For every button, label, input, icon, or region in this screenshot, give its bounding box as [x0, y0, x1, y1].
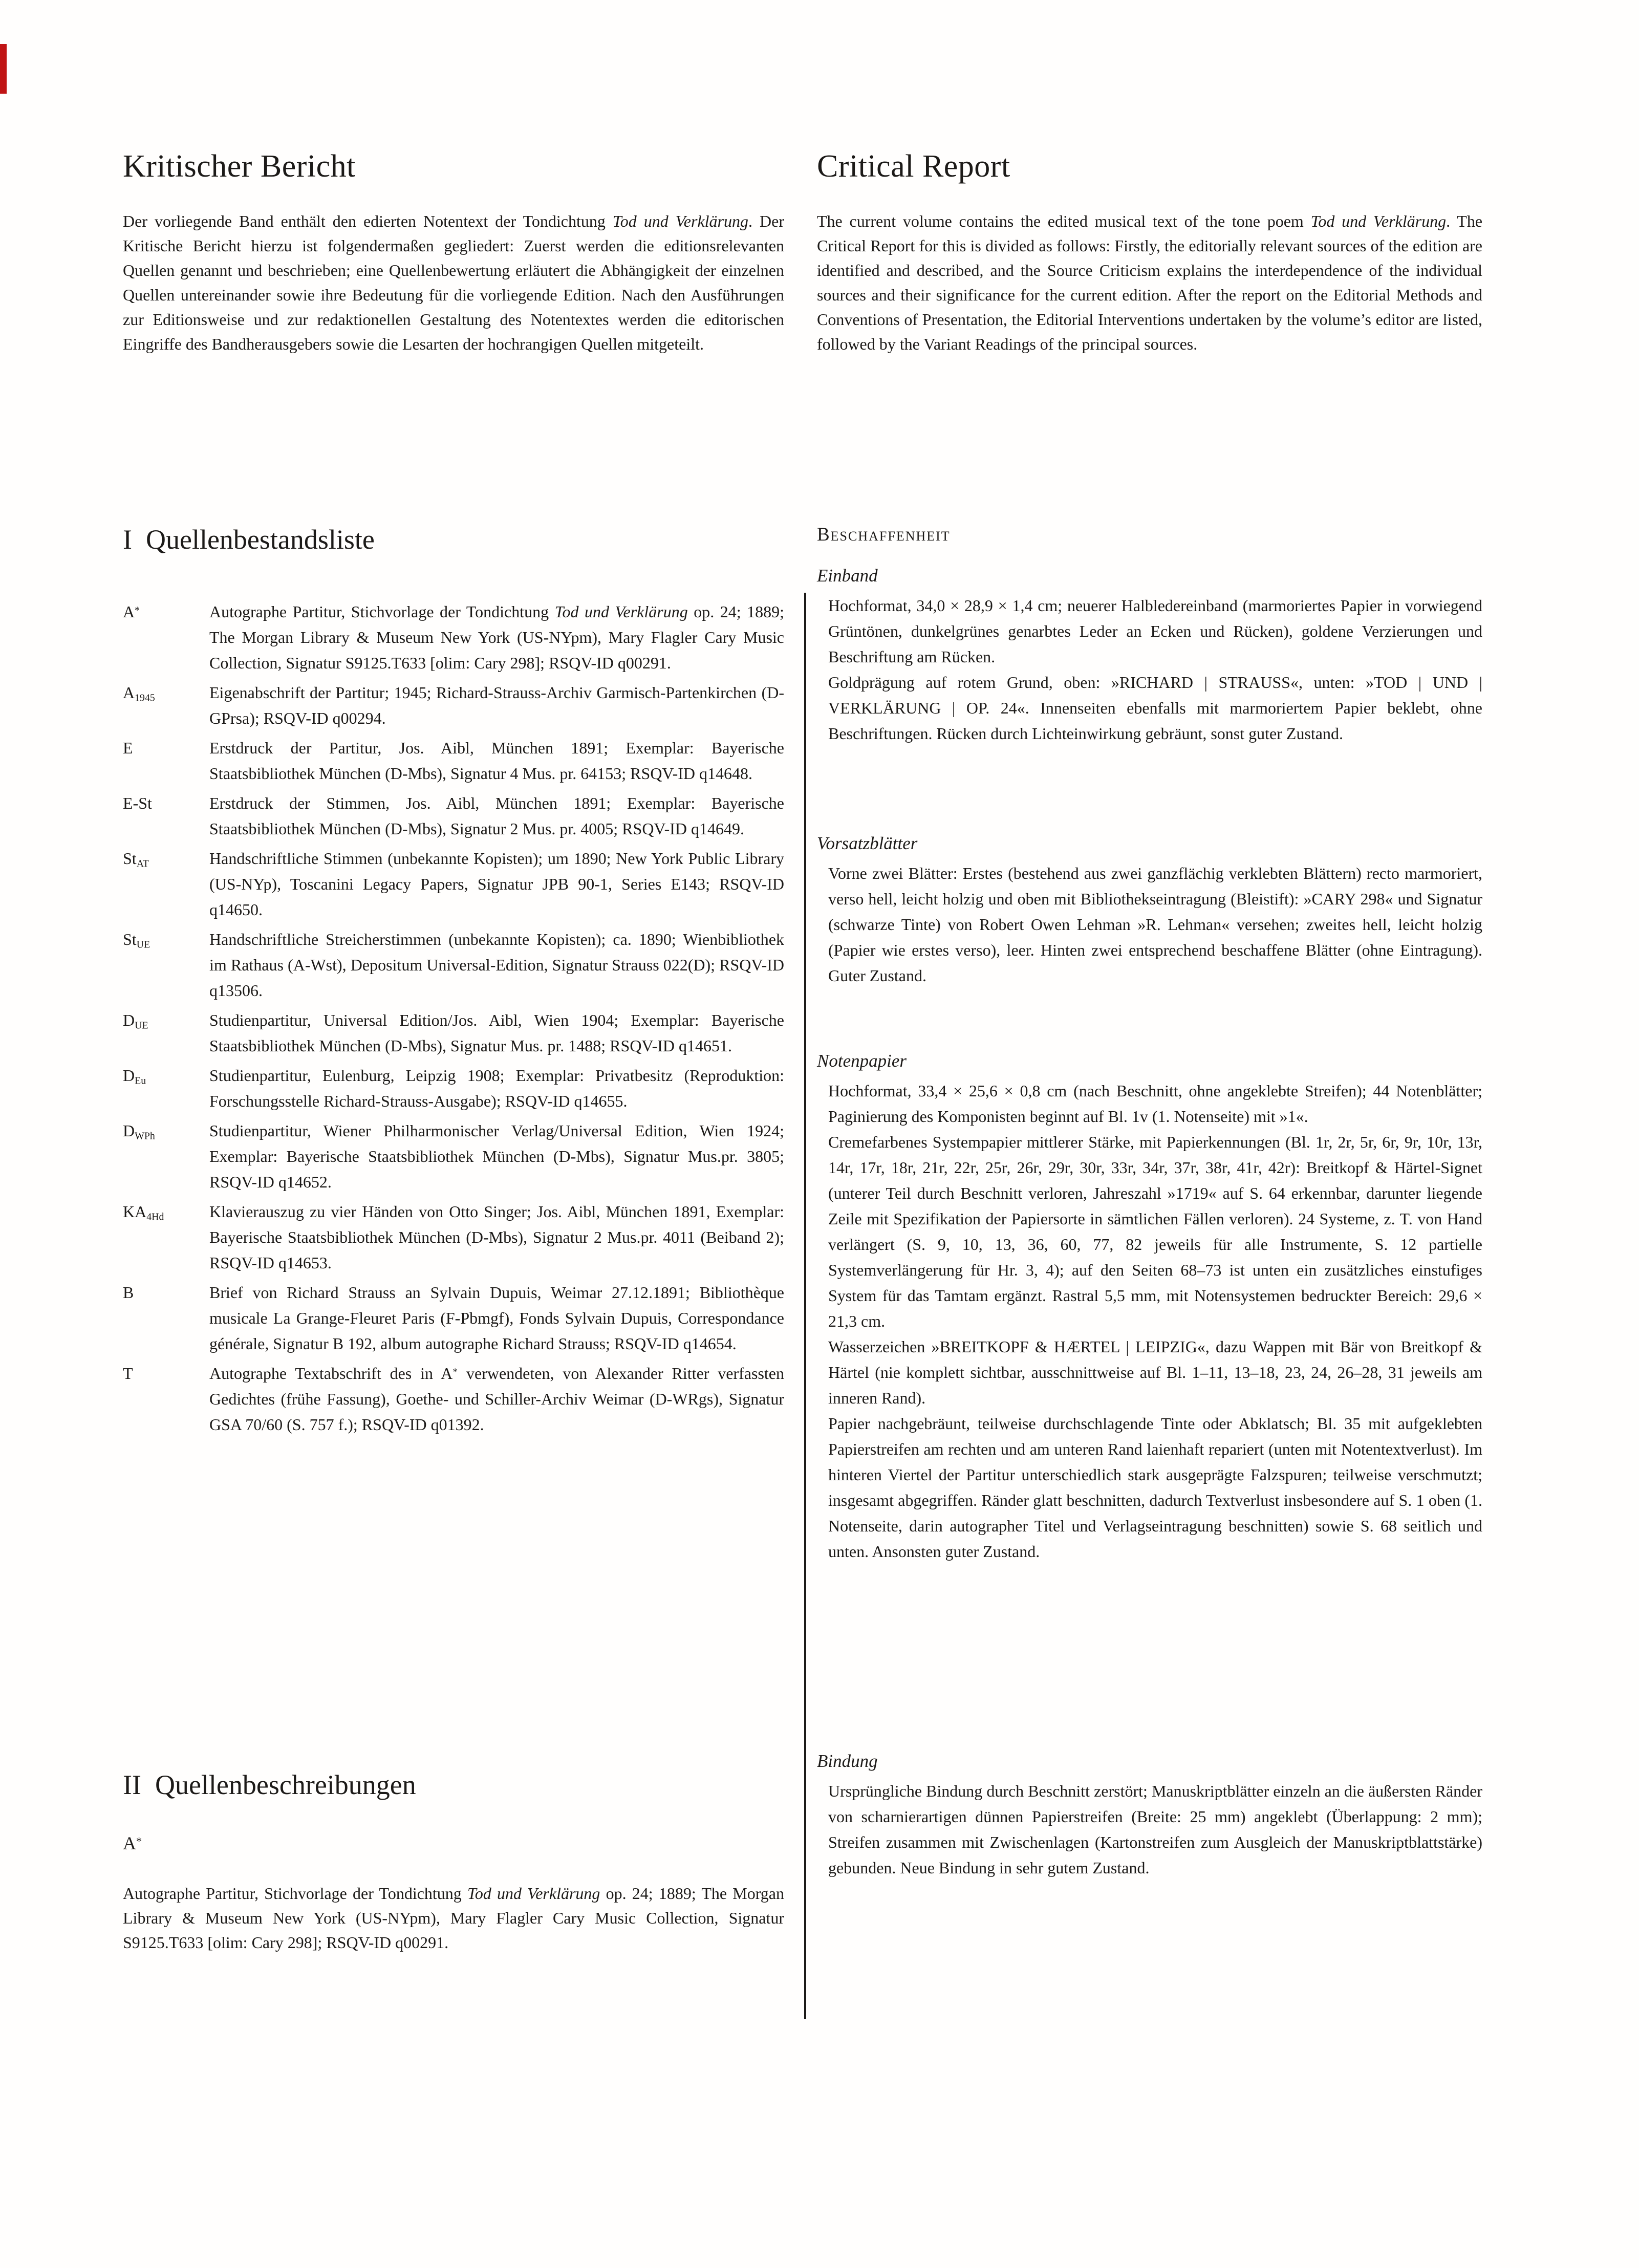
column-left	[123, 148, 784, 2175]
source-siglum: $D_{WPh}$	[123, 1121, 155, 1142]
source-list-item	[123, 1118, 784, 1195]
source-description: Studienpartitur, Wiener Philharmonischer Verlag/Universal Edition, Wien 1924; Exemplar: Bayerische Staatsbibliothek München (D-Mbs), Signatur Mus.pr. 3805; RSQV-ID q14652.	[209, 1121, 784, 1191]
section-heading-source-descriptions: II Quellenbeschreibungen	[123, 1769, 416, 1800]
source-list-item	[123, 1007, 784, 1059]
source-a-star-heading: A*	[123, 1833, 142, 1853]
source-description: Erstdruck der Stimmen, Jos. Aibl, München 1891; Exemplar: Bayerische Staatsbibliothek München (D-Mbs), Signatur 2 Mus. pr. 4005; RSQV-ID q14649.	[209, 794, 784, 838]
source-siglum: E	[123, 739, 133, 757]
intro-paragraph-english: The current volume contains the edited musical text of the tone poem Tod und Verklärung. The Critical Report for this is divided as follows: Firstly, the editorially relevant sources of the edition are identified and described, and the Source Criticism explains the interdependence of the individual sources and their significance for the current edition. After the report on the Editorial Methods and Conventions of Presentation, the Editorial Interventions undertaken by the volume’s editor are listed, followed by the Variant Readings of the principal sources.	[817, 212, 1483, 353]
column-right	[817, 148, 1482, 2175]
bindung-heading: Bindung	[817, 1751, 878, 1771]
notenpapier-paragraph-1: Hochformat, 33,4 × 25,6 × 0,8 cm (nach Beschnitt, ohne angeklebte Streifen); 44 Notenblätter; Paginierung des Komponisten beginnt auf Bl. 1v (1. Notenseite) mit »1«.	[828, 1082, 1482, 1126]
source-list-item	[123, 846, 784, 922]
source-list-item	[123, 926, 784, 1003]
subsection-einband	[817, 564, 1482, 746]
source-list-item	[123, 1063, 784, 1114]
notenpapier-paragraph-3: Wasserzeichen »BREITKOPF & HÆRTEL | LEIPZIG«, dazu Wappen mit Bär von Breitkopf & Härtel (nie komplett sichtbar, ausschnittweise auf Bl. 1–11, 13–18, 23, 24, 26–28, 31 jeweils am inneren Rand).	[828, 1337, 1482, 1407]
source-description: Handschriftliche Streicherstimmen (unbekannte Kopisten); ca. 1890; Wienbibliothek im Rathaus (A-Wst), Depositum Universal-Edition, Signatur Strauss 022(D); RSQV-ID q13506.	[209, 930, 784, 1000]
source-siglum: $St_{UE}$	[123, 930, 150, 951]
source-list-item	[123, 790, 784, 841]
section-heading-source-list: I Quellenbestandsliste	[123, 524, 375, 555]
source-a-star-description: Autographe Partitur, Stichvorlage der Tondichtung Tod und Verklärung op. 24; 1889; The Morgan Library & Museum New York (US-NYpm), Mary Flagler Cary Music Collection, Signatur S9125.T633 [olim: Cary 298]; RSQV-ID q00291.	[123, 1884, 785, 1952]
source-list-item	[123, 735, 784, 786]
source-siglum: $D_{UE}$	[123, 1011, 148, 1031]
source-siglum: $A_{1945}$	[123, 683, 155, 704]
einband-heading: Einband	[817, 566, 878, 586]
source-list-item	[123, 1280, 784, 1356]
source-list-item	[123, 1199, 784, 1276]
source-siglum: $D_{Eu}$	[123, 1066, 146, 1087]
notenpapier-heading: Notenpapier	[817, 1051, 907, 1071]
source-list-item	[123, 599, 784, 676]
source-list-item	[123, 1360, 784, 1437]
column-divider	[804, 593, 806, 2019]
source-list-item	[123, 680, 784, 731]
source-description: Studienpartitur, Universal Edition/Jos. Aibl, Wien 1904; Exemplar: Bayerische Staatsbibliothek München (D-Mbs), Signatur Mus. pr. 1488; RSQV-ID q14651.	[209, 1011, 784, 1055]
source-description: Autographe Partitur, Stichvorlage der Tondichtung Tod und Verklärung op. 24; 1889; The Morgan Library & Museum New York (US-NYpm), Mary Flagler Cary Music Collection, Signatur S9125.T633 [olim: Cary 298]; RSQV-ID q00291.	[209, 602, 785, 672]
vorsatzblaetter-paragraph: Vorne zwei Blätter: Erstes (bestehend aus zwei ganzflächig verklebten Blättern) recto marmoriert, verso hell, leicht holzig und oben mit Bibliothekseintragung (Bleistift): »CARY 298« und Signatur (schwarze Tinte) von Robert Owen Lehman »R. Lehman« versehen; zweites hell, leicht holzig (Papier wie erstes verso), leer. Hinten zwei entsprechend beschaffene Blätter (ohne Eintragung). Guter Zustand.	[828, 864, 1482, 985]
einband-paragraph-1: Hochformat, 34,0 × 28,9 × 1,4 cm; neuerer Halbledereinband (marmoriertes Papier in vorwiegend Grüntönen, dunkelgrünes genarbtes Leder an Ecken und Rücken), goldene Verzierungen und Beschriftung am Rücken.	[828, 596, 1482, 666]
notenpapier-paragraph-2: Cremefarbenes Systempapier mittlerer Stärke, mit Papierkennungen (Bl. 1r, 2r, 5r, 6r, 9r, 10r, 13r, 14r, 17r, 18r, 21r, 22r, 25r, 26r, 29r, 30r, 33r, 34r, 37r, 38r, 41r, 42r): Breitkopf & Härtel-Signet (unterer Teil durch Beschnitt verloren, Jahreszahl »1719« auf S. 64 erkennbar, darunter liegende Zeile mit Spezifikation der Papiersorte in sämtlichen Fällen verloren). 24 Systeme, z. T. von Hand verlängert (S. 9, 10, 13, 36, 60, 77, 82 jeweils für alle Instrumente, S. 12 partielle Systemverlängerung für Hr. 3, 4); auf den Seiten 68–73 ist unten ein zusätzliches einstufiges System für das Tamtam ergänzt. Rastral 5,5 mm, mit Notensystemen bedruckter Bereich: 29,6 × 21,3 cm.	[828, 1133, 1482, 1330]
notenpapier-paragraph-4: Papier nachgebräunt, teilweise durchschlagende Tinte oder Abklatsch; Bl. 35 mit aufgeklebten Papierstreifen am rechten und am unteren Rand laienhaft repariert (unten mit Notentextverlust). Im hinteren Viertel der Partitur unterschiedlich stark ausgeprägte Falzspuren; teilweise verschmutzt; insgesamt abgegriffen. Ränder glatt beschnitten, dadurch Textverlust insbesondere auf S. 1 oben (1. Notenseite, darin autographer Titel und Verlagseintragung beschnitten) sowie S. 68 seitlich und unten. Ansonsten guter Zustand.	[828, 1414, 1482, 1561]
source-description: Autographe Textabschrift des in A* verwendeten, von Alexander Ritter verfassten Gedichtes (frühe Fassung), Goethe- und Schiller-Archiv Weimar (D-WRgs), Signatur GSA 70/60 (S. 757 f.); RSQV-ID q01392.	[209, 1364, 785, 1434]
einband-paragraph-2: Goldprägung auf rotem Grund, oben: »RICHARD | STRAUSS«, unten: »TOD | UND | VERKLÄRUNG | OP. 24«. Innenseiten ebenfalls mit marmoriertem Papier beklebt, ohne Beschriftungen. Rücken durch Lichteinwirkung gebräunt, sonst guter Zustand.	[828, 673, 1482, 743]
subsection-vorsatzblaetter	[817, 832, 1482, 988]
subsection-bindung	[817, 1749, 1482, 1881]
bindung-paragraph: Ursprüngliche Bindung durch Beschnitt zerstört; Manuskriptblätter einzeln an die äußersten Ränder von scharnierartigen dünnen Papierstreifen (Breite: 25 mm) angeklebt (Überlappung: 2 mm); Streifen zusammen mit Zwischenlagen (Kartonstreifen zum Ausgleich der Manuskriptblattstärke) gebunden. Neue Bindung in sehr gutem Zustand.	[828, 1782, 1482, 1877]
source-siglum: T	[123, 1364, 133, 1383]
source-description: Klavierauszug zu vier Händen von Otto Singer; Jos. Aibl, München 1891, Exemplar: Bayerische Staatsbibliothek München (D-Mbs), Signatur 2 Mus.pr. 4011 (Beiband 2); RSQV-ID q14653.	[209, 1202, 784, 1272]
source-siglum: $KA_{4Hd}$	[123, 1202, 164, 1223]
source-description: Handschriftliche Stimmen (unbekannte Kopisten); um 1890; New York Public Library (US-NYp), Toscanini Legacy Papers, Signatur JPB 90-1, Series E143; RSQV-ID q14650.	[209, 849, 784, 919]
source-list	[123, 599, 784, 1441]
intro-paragraph-german: Der vorliegende Band enthält den edierten Notentext der Tondichtung Tod und Verklärung. Der Kritische Bericht hierzu ist folgendermaßen gegliedert: Zuerst werden die editionsrelevanten Quellen genannt und beschrieben; eine Quellenbewertung erläutert die Abhängigkeit der einzelnen Quellen untereinander sowie ihre Bedeutung für die vorliegende Edition. Nach den Ausführungen zur Editionsweise und zur redaktionellen Gestaltung des Notentextes werden die editorischen Eingriffe des Bandherausgebers sowie die Lesarten der hochrangigen Quellen mitgeteilt.	[123, 212, 785, 353]
source-siglum: $St_{AT}$	[123, 849, 149, 870]
source-description: Brief von Richard Strauss an Sylvain Dupuis, Weimar 27.12.1891; Bibliothèque musicale La Grange-Fleuret Paris (F-Pbmgf), Fonds Sylvain Dupuis, Correspondance générale, Signatur B 192, album autographe Richard Strauss; RSQV-ID q14654.	[209, 1283, 784, 1353]
title-german: Kritischer Bericht	[123, 149, 356, 184]
beschaffenheit-heading: Beschaffenheit	[817, 524, 951, 545]
title-english: Critical Report	[817, 149, 1010, 184]
source-description: Eigenabschrift der Partitur; 1945; Richard-Strauss-Archiv Garmisch-Partenkirchen (D-GPrsa); RSQV-ID q00294.	[209, 683, 784, 727]
source-siglum: B	[123, 1283, 134, 1302]
source-description: Erstdruck der Partitur, Jos. Aibl, München 1891; Exemplar: Bayerische Staatsbibliothek München (D-Mbs), Signatur 4 Mus. pr. 64153; RSQV-ID q14648.	[209, 739, 784, 783]
source-siglum: E-St	[123, 794, 152, 812]
vorsatzblaetter-heading: Vorsatzblätter	[817, 833, 918, 853]
subsection-notenpapier	[817, 1049, 1482, 1564]
source-siglum: A*	[123, 602, 140, 621]
red-edge-mark	[0, 44, 7, 94]
source-description: Studienpartitur, Eulenburg, Leipzig 1908; Exemplar: Privatbesitz (Reproduktion: Forschungsstelle Richard-Strauss-Ausgabe); RSQV-ID q14655.	[209, 1066, 784, 1110]
